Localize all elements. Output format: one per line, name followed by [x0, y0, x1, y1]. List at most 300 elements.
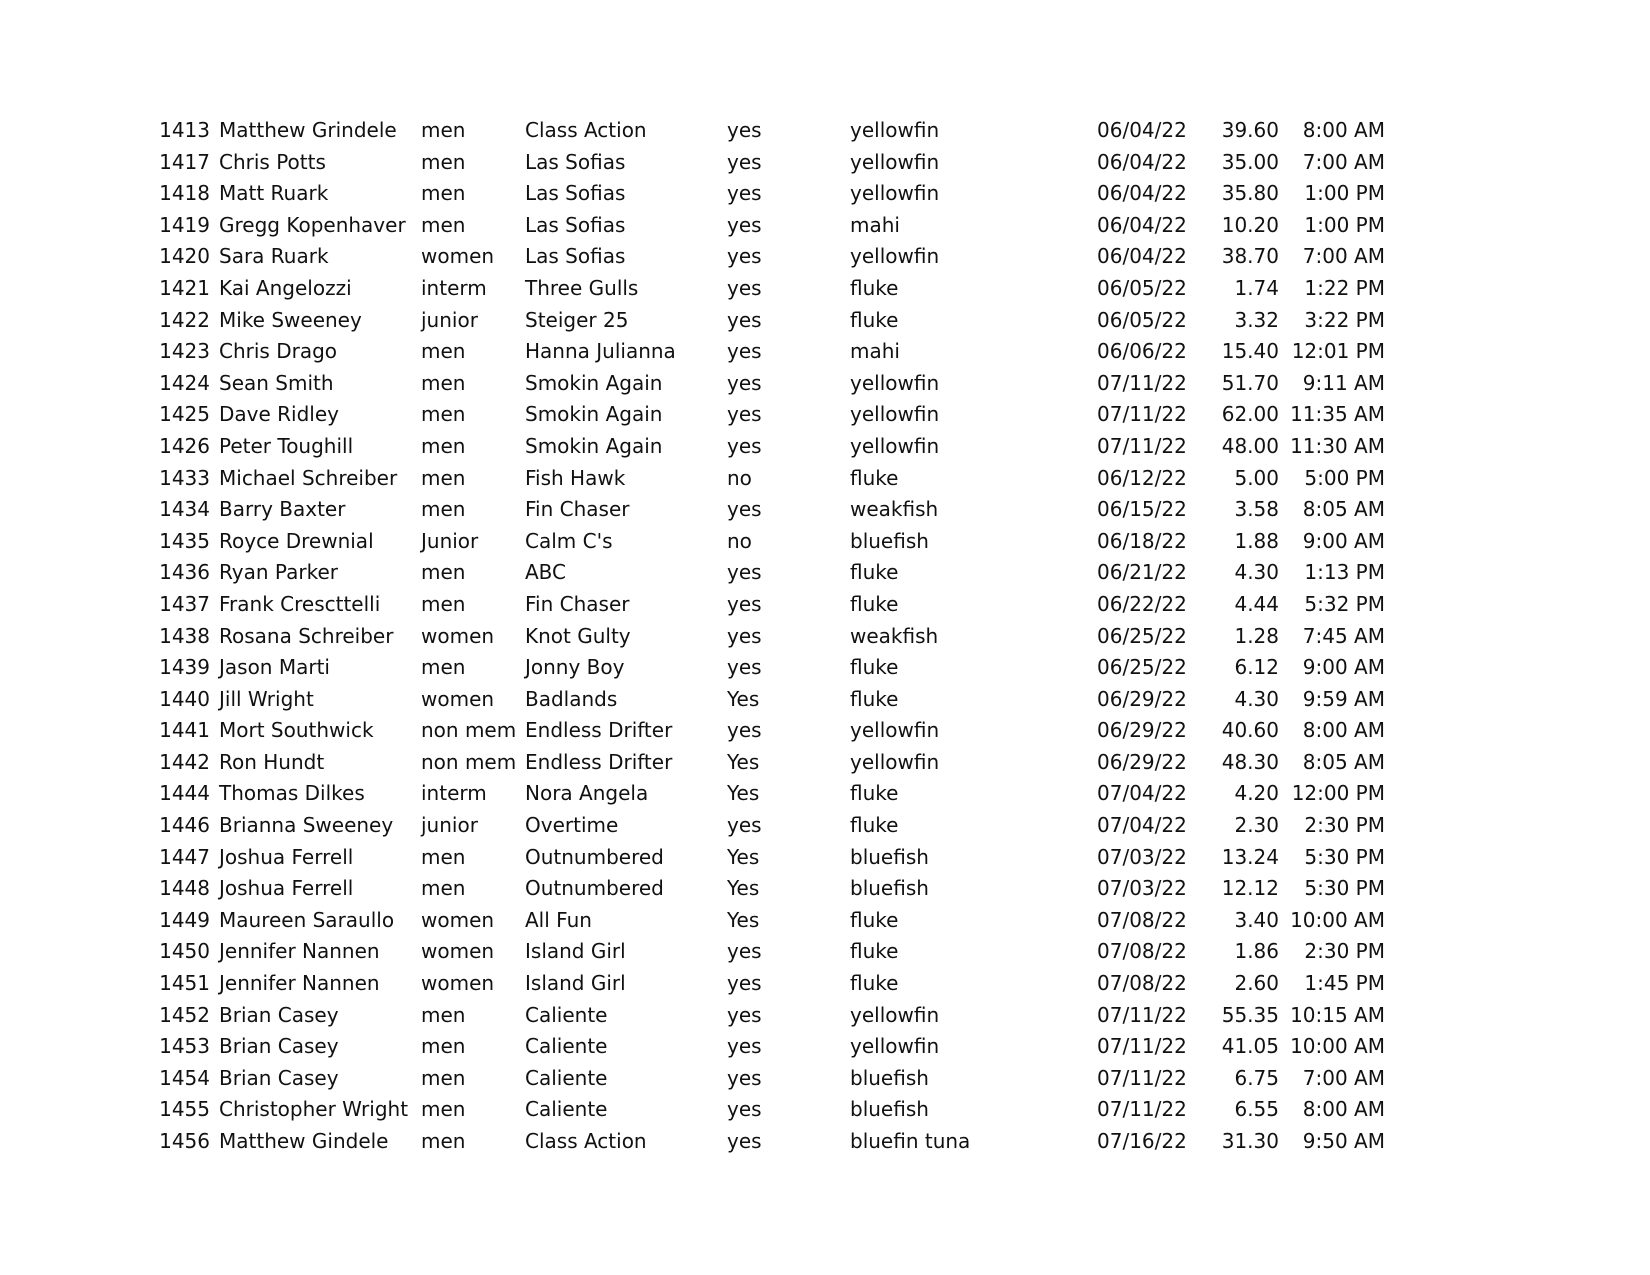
catch-date: 06/04/22: [1097, 244, 1187, 269]
species: yellowfin: [850, 718, 940, 743]
angler-name: Kai Angelozzi: [219, 275, 352, 300]
weight: 38.70: [1221, 244, 1279, 269]
member-status: Yes: [727, 686, 760, 711]
angler-name: Frank Crescttelli: [219, 591, 381, 616]
species: fluke: [850, 813, 899, 838]
weight: 4.30: [1234, 686, 1279, 711]
boat-name: Class Action: [525, 1129, 647, 1153]
species: yellowfin: [850, 370, 940, 395]
boat-name: Fin Chaser: [525, 497, 630, 522]
species: fluke: [850, 655, 899, 680]
division: men: [421, 1129, 466, 1153]
boat-name: Las Sofias: [525, 181, 626, 206]
weight: 48.30: [1221, 749, 1279, 774]
table-row: [0, 810, 1650, 842]
species: fluke: [850, 275, 899, 300]
table-row: [0, 589, 1650, 621]
catch-time: 7:00 AM: [1302, 149, 1385, 174]
member-status: yes: [727, 118, 762, 142]
division: men: [421, 339, 466, 364]
table-row: [0, 1094, 1650, 1126]
division: men: [421, 118, 466, 142]
member-status: yes: [727, 971, 762, 996]
catch-time: 12:01 PM: [1291, 339, 1385, 364]
division: women: [421, 971, 495, 996]
angler-name: Sara Ruark: [219, 244, 329, 269]
catch-time: 1:22 PM: [1304, 275, 1385, 300]
species: bluefish: [850, 1097, 929, 1122]
weight: 3.58: [1234, 497, 1279, 522]
table-row: [0, 1063, 1650, 1095]
member-status: yes: [727, 212, 762, 237]
table-row: [0, 747, 1650, 779]
table-row: [0, 147, 1650, 179]
angler-name: Chris Potts: [219, 149, 326, 174]
angler-name: Dave Ridley: [219, 402, 339, 427]
weight: 3.32: [1234, 307, 1279, 332]
entry-number: 1422: [159, 307, 210, 332]
table-row: [0, 778, 1650, 810]
catch-time: 8:05 AM: [1302, 497, 1385, 522]
catch-time: 1:45 PM: [1304, 971, 1385, 996]
boat-name: Island Girl: [525, 971, 626, 996]
species: yellowfin: [850, 433, 940, 458]
member-status: yes: [727, 244, 762, 269]
member-status: Yes: [727, 749, 760, 774]
entry-number: 1455: [159, 1097, 210, 1122]
catch-time: 1:00 PM: [1304, 181, 1385, 206]
catch-time: 9:00 AM: [1302, 528, 1385, 553]
weight: 40.60: [1221, 718, 1279, 743]
angler-name: Gregg Kopenhaver: [219, 212, 406, 237]
entry-number: 1434: [159, 497, 210, 522]
table-row: [0, 463, 1650, 495]
entry-number: 1454: [159, 1065, 210, 1090]
entry-number: 1453: [159, 1034, 210, 1059]
boat-name: Outnumbered: [525, 844, 664, 869]
table-row: [0, 842, 1650, 874]
species: bluefin tuna: [850, 1129, 971, 1153]
species: fluke: [850, 465, 899, 490]
entry-number: 1418: [159, 181, 210, 206]
table-row: [0, 431, 1650, 463]
catch-time: 1:00 PM: [1304, 212, 1385, 237]
division: men: [421, 591, 466, 616]
division: men: [421, 1034, 466, 1059]
member-status: yes: [727, 1097, 762, 1122]
catch-time: 9:00 AM: [1302, 655, 1385, 680]
member-status: yes: [727, 718, 762, 743]
entry-number: 1450: [159, 939, 210, 964]
table-row: [0, 1126, 1650, 1158]
catch-date: 06/18/22: [1097, 528, 1187, 553]
catch-time: 10:00 AM: [1290, 907, 1385, 932]
catch-time: 5:32 PM: [1304, 591, 1385, 616]
entry-number: 1417: [159, 149, 210, 174]
table-row: [0, 652, 1650, 684]
catch-time: 1:13 PM: [1304, 560, 1385, 585]
division: men: [421, 655, 466, 680]
species: fluke: [850, 591, 899, 616]
weight: 1.86: [1234, 939, 1279, 964]
entry-number: 1413: [159, 118, 210, 142]
division: interm: [421, 275, 487, 300]
table-row: [0, 368, 1650, 400]
catch-time: 12:00 PM: [1291, 781, 1385, 806]
catch-date: 07/11/22: [1097, 1097, 1187, 1122]
entry-number: 1437: [159, 591, 210, 616]
table-row: [0, 715, 1650, 747]
catch-date: 06/29/22: [1097, 718, 1187, 743]
catch-time: 9:59 AM: [1302, 686, 1385, 711]
boat-name: Three Gulls: [525, 275, 639, 300]
catch-time: 9:11 AM: [1302, 370, 1385, 395]
division: men: [421, 1065, 466, 1090]
species: yellowfin: [850, 149, 940, 174]
catch-date: 06/15/22: [1097, 497, 1187, 522]
angler-name: Mort Southwick: [219, 718, 374, 743]
member-status: yes: [727, 1129, 762, 1153]
catch-date: 07/11/22: [1097, 433, 1187, 458]
species: yellowfin: [850, 244, 940, 269]
species: yellowfin: [850, 118, 940, 142]
catch-time: 7:45 AM: [1302, 623, 1385, 648]
member-status: no: [727, 465, 752, 490]
boat-name: Caliente: [525, 1065, 608, 1090]
division: men: [421, 433, 466, 458]
weight: 12.12: [1221, 876, 1279, 901]
weight: 6.75: [1234, 1065, 1279, 1090]
species: yellowfin: [850, 181, 940, 206]
catch-date: 06/04/22: [1097, 181, 1187, 206]
catch-time: 5:30 PM: [1304, 876, 1385, 901]
table-row: [0, 684, 1650, 716]
catch-date: 07/08/22: [1097, 939, 1187, 964]
angler-name: Mike Sweeney: [219, 307, 362, 332]
catch-time: 5:30 PM: [1304, 844, 1385, 869]
division: interm: [421, 781, 487, 806]
entry-number: 1423: [159, 339, 210, 364]
species: yellowfin: [850, 402, 940, 427]
catch-date: 06/05/22: [1097, 275, 1187, 300]
entry-number: 1447: [159, 844, 210, 869]
angler-name: Maureen Saraullo: [219, 907, 395, 932]
division: women: [421, 686, 495, 711]
weight: 2.30: [1234, 813, 1279, 838]
catch-date: 07/08/22: [1097, 907, 1187, 932]
entry-number: 1456: [159, 1129, 210, 1153]
catch-time: 11:30 AM: [1290, 433, 1385, 458]
species: bluefish: [850, 876, 929, 901]
boat-name: Nora Angela: [525, 781, 649, 806]
angler-name: Royce Drewnial: [219, 528, 374, 553]
table-row: [0, 905, 1650, 937]
catch-date: 06/25/22: [1097, 655, 1187, 680]
entry-number: 1440: [159, 686, 210, 711]
weight: 6.12: [1234, 655, 1279, 680]
member-status: Yes: [727, 876, 760, 901]
entry-number: 1442: [159, 749, 210, 774]
boat-name: Outnumbered: [525, 876, 664, 901]
boat-name: Jonny Boy: [525, 655, 625, 680]
division: women: [421, 907, 495, 932]
weight: 48.00: [1221, 433, 1279, 458]
catch-date: 06/22/22: [1097, 591, 1187, 616]
angler-name: Christopher Wright: [219, 1097, 409, 1122]
weight: 2.60: [1234, 971, 1279, 996]
division: women: [421, 939, 495, 964]
table-row: [0, 557, 1650, 589]
catch-date: 07/16/22: [1097, 1129, 1187, 1153]
weight: 3.40: [1234, 907, 1279, 932]
entry-number: 1441: [159, 718, 210, 743]
member-status: yes: [727, 1002, 762, 1027]
species: bluefish: [850, 844, 929, 869]
species: fluke: [850, 971, 899, 996]
entry-number: 1435: [159, 528, 210, 553]
catch-date: 07/04/22: [1097, 813, 1187, 838]
catch-date: 07/11/22: [1097, 370, 1187, 395]
division: men: [421, 876, 466, 901]
division: junior: [421, 307, 478, 332]
member-status: yes: [727, 402, 762, 427]
catch-time: 7:00 AM: [1302, 1065, 1385, 1090]
boat-name: Smokin Again: [525, 370, 663, 395]
member-status: yes: [727, 181, 762, 206]
division: junior: [421, 813, 478, 838]
catch-date: 07/03/22: [1097, 844, 1187, 869]
angler-name: Matt Ruark: [219, 181, 329, 206]
angler-name: Joshua Ferrell: [219, 844, 354, 869]
boat-name: Overtime: [525, 813, 619, 838]
weight: 62.00: [1221, 402, 1279, 427]
boat-name: Las Sofias: [525, 212, 626, 237]
catch-time: 10:00 AM: [1290, 1034, 1385, 1059]
boat-name: Badlands: [525, 686, 618, 711]
member-status: yes: [727, 497, 762, 522]
boat-name: All Fun: [525, 907, 592, 932]
weight: 41.05: [1221, 1034, 1279, 1059]
weight: 10.20: [1221, 212, 1279, 237]
catch-date: 06/04/22: [1097, 212, 1187, 237]
catch-time: 9:50 AM: [1302, 1129, 1385, 1153]
division: men: [421, 1097, 466, 1122]
weight: 6.55: [1234, 1097, 1279, 1122]
species: fluke: [850, 939, 899, 964]
catch-time: 10:15 AM: [1290, 1002, 1385, 1027]
table-row: [0, 1000, 1650, 1032]
species: mahi: [850, 212, 900, 237]
catch-date: 06/25/22: [1097, 623, 1187, 648]
boat-name: Hanna Julianna: [525, 339, 676, 364]
table-row: [0, 178, 1650, 210]
species: bluefish: [850, 1065, 929, 1090]
member-status: yes: [727, 1065, 762, 1090]
catch-time: 8:05 AM: [1302, 749, 1385, 774]
angler-name: Jennifer Nannen: [219, 939, 380, 964]
catch-date: 07/11/22: [1097, 1065, 1187, 1090]
angler-name: Jason Marti: [219, 655, 330, 680]
table-row: [0, 1031, 1650, 1063]
entry-number: 1452: [159, 1002, 210, 1027]
member-status: yes: [727, 560, 762, 585]
entry-number: 1424: [159, 370, 210, 395]
table-row: [0, 968, 1650, 1000]
species: fluke: [850, 781, 899, 806]
boat-name: Steiger 25: [525, 307, 629, 332]
division: men: [421, 149, 466, 174]
angler-name: Peter Toughill: [219, 433, 354, 458]
weight: 31.30: [1221, 1129, 1279, 1153]
angler-name: Rosana Schreiber: [219, 623, 394, 648]
weight: 35.00: [1221, 149, 1279, 174]
species: fluke: [850, 907, 899, 932]
boat-name: Knot Gulty: [525, 623, 631, 648]
angler-name: Brian Casey: [219, 1002, 339, 1027]
table-row: [0, 273, 1650, 305]
species: yellowfin: [850, 749, 940, 774]
entry-number: 1425: [159, 402, 210, 427]
division: Junior: [421, 528, 479, 553]
weight: 5.00: [1234, 465, 1279, 490]
division: men: [421, 370, 466, 395]
member-status: yes: [727, 655, 762, 680]
weight: 1.28: [1234, 623, 1279, 648]
boat-name: Class Action: [525, 118, 647, 142]
member-status: no: [727, 528, 752, 553]
weight: 4.30: [1234, 560, 1279, 585]
angler-name: Matthew Gindele: [219, 1129, 389, 1153]
boat-name: Endless Drifter: [525, 718, 673, 743]
catch-time: 7:00 AM: [1302, 244, 1385, 269]
catch-records-table: [0, 115, 1650, 1158]
catch-time: 11:35 AM: [1290, 402, 1385, 427]
angler-name: Thomas Dilkes: [219, 781, 365, 806]
boat-name: Island Girl: [525, 939, 626, 964]
catch-time: 8:00 AM: [1302, 1097, 1385, 1122]
member-status: Yes: [727, 844, 760, 869]
species: bluefish: [850, 528, 929, 553]
species: fluke: [850, 307, 899, 332]
entry-number: 1426: [159, 433, 210, 458]
catch-date: 07/11/22: [1097, 1034, 1187, 1059]
member-status: yes: [727, 149, 762, 174]
catch-time: 2:30 PM: [1304, 939, 1385, 964]
catch-date: 07/11/22: [1097, 1002, 1187, 1027]
catch-date: 07/08/22: [1097, 971, 1187, 996]
angler-name: Jennifer Nannen: [219, 971, 380, 996]
weight: 51.70: [1221, 370, 1279, 395]
entry-number: 1451: [159, 971, 210, 996]
catch-time: 2:30 PM: [1304, 813, 1385, 838]
weight: 4.44: [1234, 591, 1279, 616]
species: yellowfin: [850, 1002, 940, 1027]
angler-name: Brian Casey: [219, 1065, 339, 1090]
angler-name: Brianna Sweeney: [219, 813, 394, 838]
division: women: [421, 244, 495, 269]
catch-date: 07/04/22: [1097, 781, 1187, 806]
angler-name: Joshua Ferrell: [219, 876, 354, 901]
weight: 15.40: [1221, 339, 1279, 364]
catch-date: 06/04/22: [1097, 149, 1187, 174]
entry-number: 1439: [159, 655, 210, 680]
boat-name: Caliente: [525, 1097, 608, 1122]
boat-name: Endless Drifter: [525, 749, 673, 774]
table-row: [0, 241, 1650, 273]
division: men: [421, 465, 466, 490]
angler-name: Chris Drago: [219, 339, 338, 364]
division: men: [421, 844, 466, 869]
entry-number: 1436: [159, 560, 210, 585]
member-status: yes: [727, 591, 762, 616]
boat-name: ABC: [525, 560, 567, 585]
angler-name: Michael Schreiber: [219, 465, 398, 490]
member-status: yes: [727, 813, 762, 838]
entry-number: 1449: [159, 907, 210, 932]
entry-number: 1438: [159, 623, 210, 648]
catch-date: 06/12/22: [1097, 465, 1187, 490]
catch-date: 06/05/22: [1097, 307, 1187, 332]
entry-number: 1420: [159, 244, 210, 269]
catch-date: 06/29/22: [1097, 749, 1187, 774]
division: men: [421, 560, 466, 585]
catch-date: 06/04/22: [1097, 118, 1187, 142]
species: mahi: [850, 339, 900, 364]
table-row: [0, 210, 1650, 242]
member-status: yes: [727, 307, 762, 332]
entry-number: 1448: [159, 876, 210, 901]
division: non mem: [421, 749, 517, 774]
catch-date: 06/29/22: [1097, 686, 1187, 711]
angler-name: Brian Casey: [219, 1034, 339, 1059]
division: men: [421, 1002, 466, 1027]
boat-name: Las Sofias: [525, 149, 626, 174]
entry-number: 1446: [159, 813, 210, 838]
member-status: yes: [727, 275, 762, 300]
division: men: [421, 212, 466, 237]
angler-name: Matthew Grindele: [219, 118, 397, 142]
member-status: yes: [727, 623, 762, 648]
catch-date: 06/06/22: [1097, 339, 1187, 364]
member-status: Yes: [727, 781, 760, 806]
weight: 4.20: [1234, 781, 1279, 806]
angler-name: Ryan Parker: [219, 560, 338, 585]
division: men: [421, 402, 466, 427]
weight: 39.60: [1221, 118, 1279, 142]
member-status: yes: [727, 433, 762, 458]
division: men: [421, 181, 466, 206]
boat-name: Calm C's: [525, 528, 613, 553]
weight: 1.74: [1234, 275, 1279, 300]
weight: 35.80: [1221, 181, 1279, 206]
species: fluke: [850, 560, 899, 585]
angler-name: Jill Wright: [219, 686, 314, 711]
member-status: Yes: [727, 907, 760, 932]
table-row: [0, 494, 1650, 526]
species: yellowfin: [850, 1034, 940, 1059]
boat-name: Smokin Again: [525, 402, 663, 427]
division: men: [421, 497, 466, 522]
catch-time: 8:00 AM: [1302, 718, 1385, 743]
catch-date: 07/11/22: [1097, 402, 1187, 427]
catch-time: 5:00 PM: [1304, 465, 1385, 490]
table-row: [0, 873, 1650, 905]
table-row: [0, 399, 1650, 431]
boat-name: Fish Hawk: [525, 465, 626, 490]
table-row: [0, 305, 1650, 337]
boat-name: Caliente: [525, 1002, 608, 1027]
catch-date: 07/03/22: [1097, 876, 1187, 901]
